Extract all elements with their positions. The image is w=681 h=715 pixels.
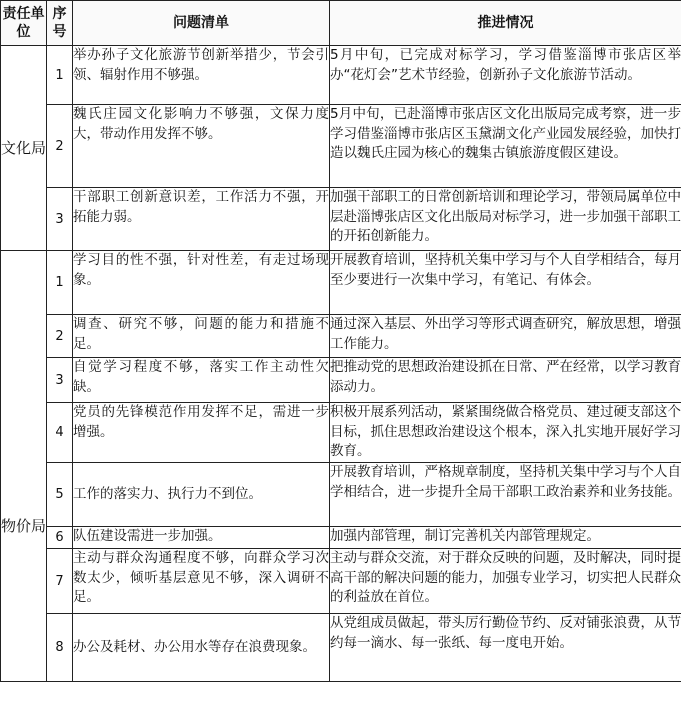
table-row	[1, 105, 681, 188]
header-problems: 问题清单	[73, 1, 330, 46]
progress-cell: 从党组成员做起，带头厉行勤俭节约、反对铺张浪费，从节约每一滴水、每一张纸、每一度电开始。	[330, 614, 681, 682]
progress-cell: 5月中旬，已赴淄博市张店区文化出版局完成考察，进一步学习借鉴淄博市张店区玉黛湖文化产业园发展经验，加快打造以魏氏庄园为核心的魏集古镇旅游度假区建设。	[330, 105, 681, 188]
table-row	[1, 188, 681, 251]
header-progress: 推进情况	[330, 1, 681, 46]
seq-cell: 4	[47, 403, 73, 463]
problem-cell: 主动与群众沟通程度不够，向群众学习次数太少，倾听基层意见不够，深入调研不足。	[73, 549, 330, 614]
problem-cell: 自觉学习程度不够，落实工作主动性欠缺。	[73, 358, 330, 403]
problem-cell: 魏氏庄园文化影响力不够强，文保力度大，带动作用发挥不够。	[73, 105, 330, 188]
progress-cell: 主动与群众交流，对于群众反映的问题，及时解决，同时提高干部的解决问题的能力，加强专业学习，切实把人民群众的利益放在首位。	[330, 549, 681, 614]
problem-cell: 举办孙子文化旅游节创新举措少，节会引领、辐射作用不够强。	[73, 46, 330, 105]
problem-cell: 党员的先锋模范作用发挥不足，需进一步增强。	[73, 403, 330, 463]
table-row	[1, 549, 681, 614]
seq-cell: 6	[47, 527, 73, 549]
table-row	[1, 527, 681, 549]
seq-cell: 2	[47, 105, 73, 188]
table-row	[1, 358, 681, 403]
seq-cell: 1	[47, 46, 73, 105]
table-row	[1, 614, 681, 682]
seq-cell: 5	[47, 463, 73, 527]
seq-cell: 8	[47, 614, 73, 682]
seq-cell: 3	[47, 358, 73, 403]
progress-cell: 开展教育培训，严格规章制度，坚持机关集中学习与个人自学相结合，进一步提升全局干部职工政治素养和业务技能。	[330, 463, 681, 527]
table-row	[1, 46, 681, 105]
unit-cell-culture: 文化局	[1, 46, 47, 251]
progress-cell: 把推动党的思想政治建设抓在日常、严在经常，以学习教育添动力。	[330, 358, 681, 403]
progress-cell: 积极开展系列活动，紧紧围绕做合格党员、建过硬支部这个目标，抓住思想政治建设这个根本，深入扎实地开展好学习教育。	[330, 403, 681, 463]
problem-cell: 调查、研究不够，问题的能力和措施不足。	[73, 315, 330, 358]
table-row	[1, 251, 681, 315]
problem-cell: 学习目的性不强，针对性差，有走过场现象。	[73, 251, 330, 315]
seq-cell: 3	[47, 188, 73, 251]
seq-cell: 7	[47, 549, 73, 614]
progress-cell: 加强内部管理，制订完善机关内部管理规定。	[330, 527, 681, 549]
progress-cell: 加强干部职工的日常创新培训和理论学习，带领局属单位中层赴淄博张店区文化出版局对标学习，进一步加强干部职工的开拓创新能力。	[330, 188, 681, 251]
problem-cell: 工作的落实力、执行力不到位。	[73, 463, 330, 527]
header-seq: 序号	[47, 1, 73, 46]
header-row	[1, 1, 681, 46]
problem-cell: 队伍建设需进一步加强。	[73, 527, 330, 549]
header-unit: 责任单位	[1, 1, 47, 46]
table-row	[1, 463, 681, 527]
table-row	[1, 315, 681, 358]
progress-cell: 5月中旬，已完成对标学习，学习借鉴淄博市张店区举办“花灯会”艺术节经验，创新孙子文化旅游节活动。	[330, 46, 681, 105]
unit-cell-price: 物价局	[1, 251, 47, 682]
seq-cell: 1	[47, 251, 73, 315]
progress-cell: 通过深入基层、外出学习等形式调查研究，解放思想，增强工作能力。	[330, 315, 681, 358]
problem-cell: 办公及耗材、办公用水等存在浪费现象。	[73, 614, 330, 682]
problem-cell: 干部职工创新意识差，工作活力不强，开拓能力弱。	[73, 188, 330, 251]
table-row	[1, 403, 681, 463]
progress-cell: 开展教育培训，坚持机关集中学习与个人自学相结合，每月至少要进行一次集中学习，有笔记、有体会。	[330, 251, 681, 315]
seq-cell: 2	[47, 315, 73, 358]
